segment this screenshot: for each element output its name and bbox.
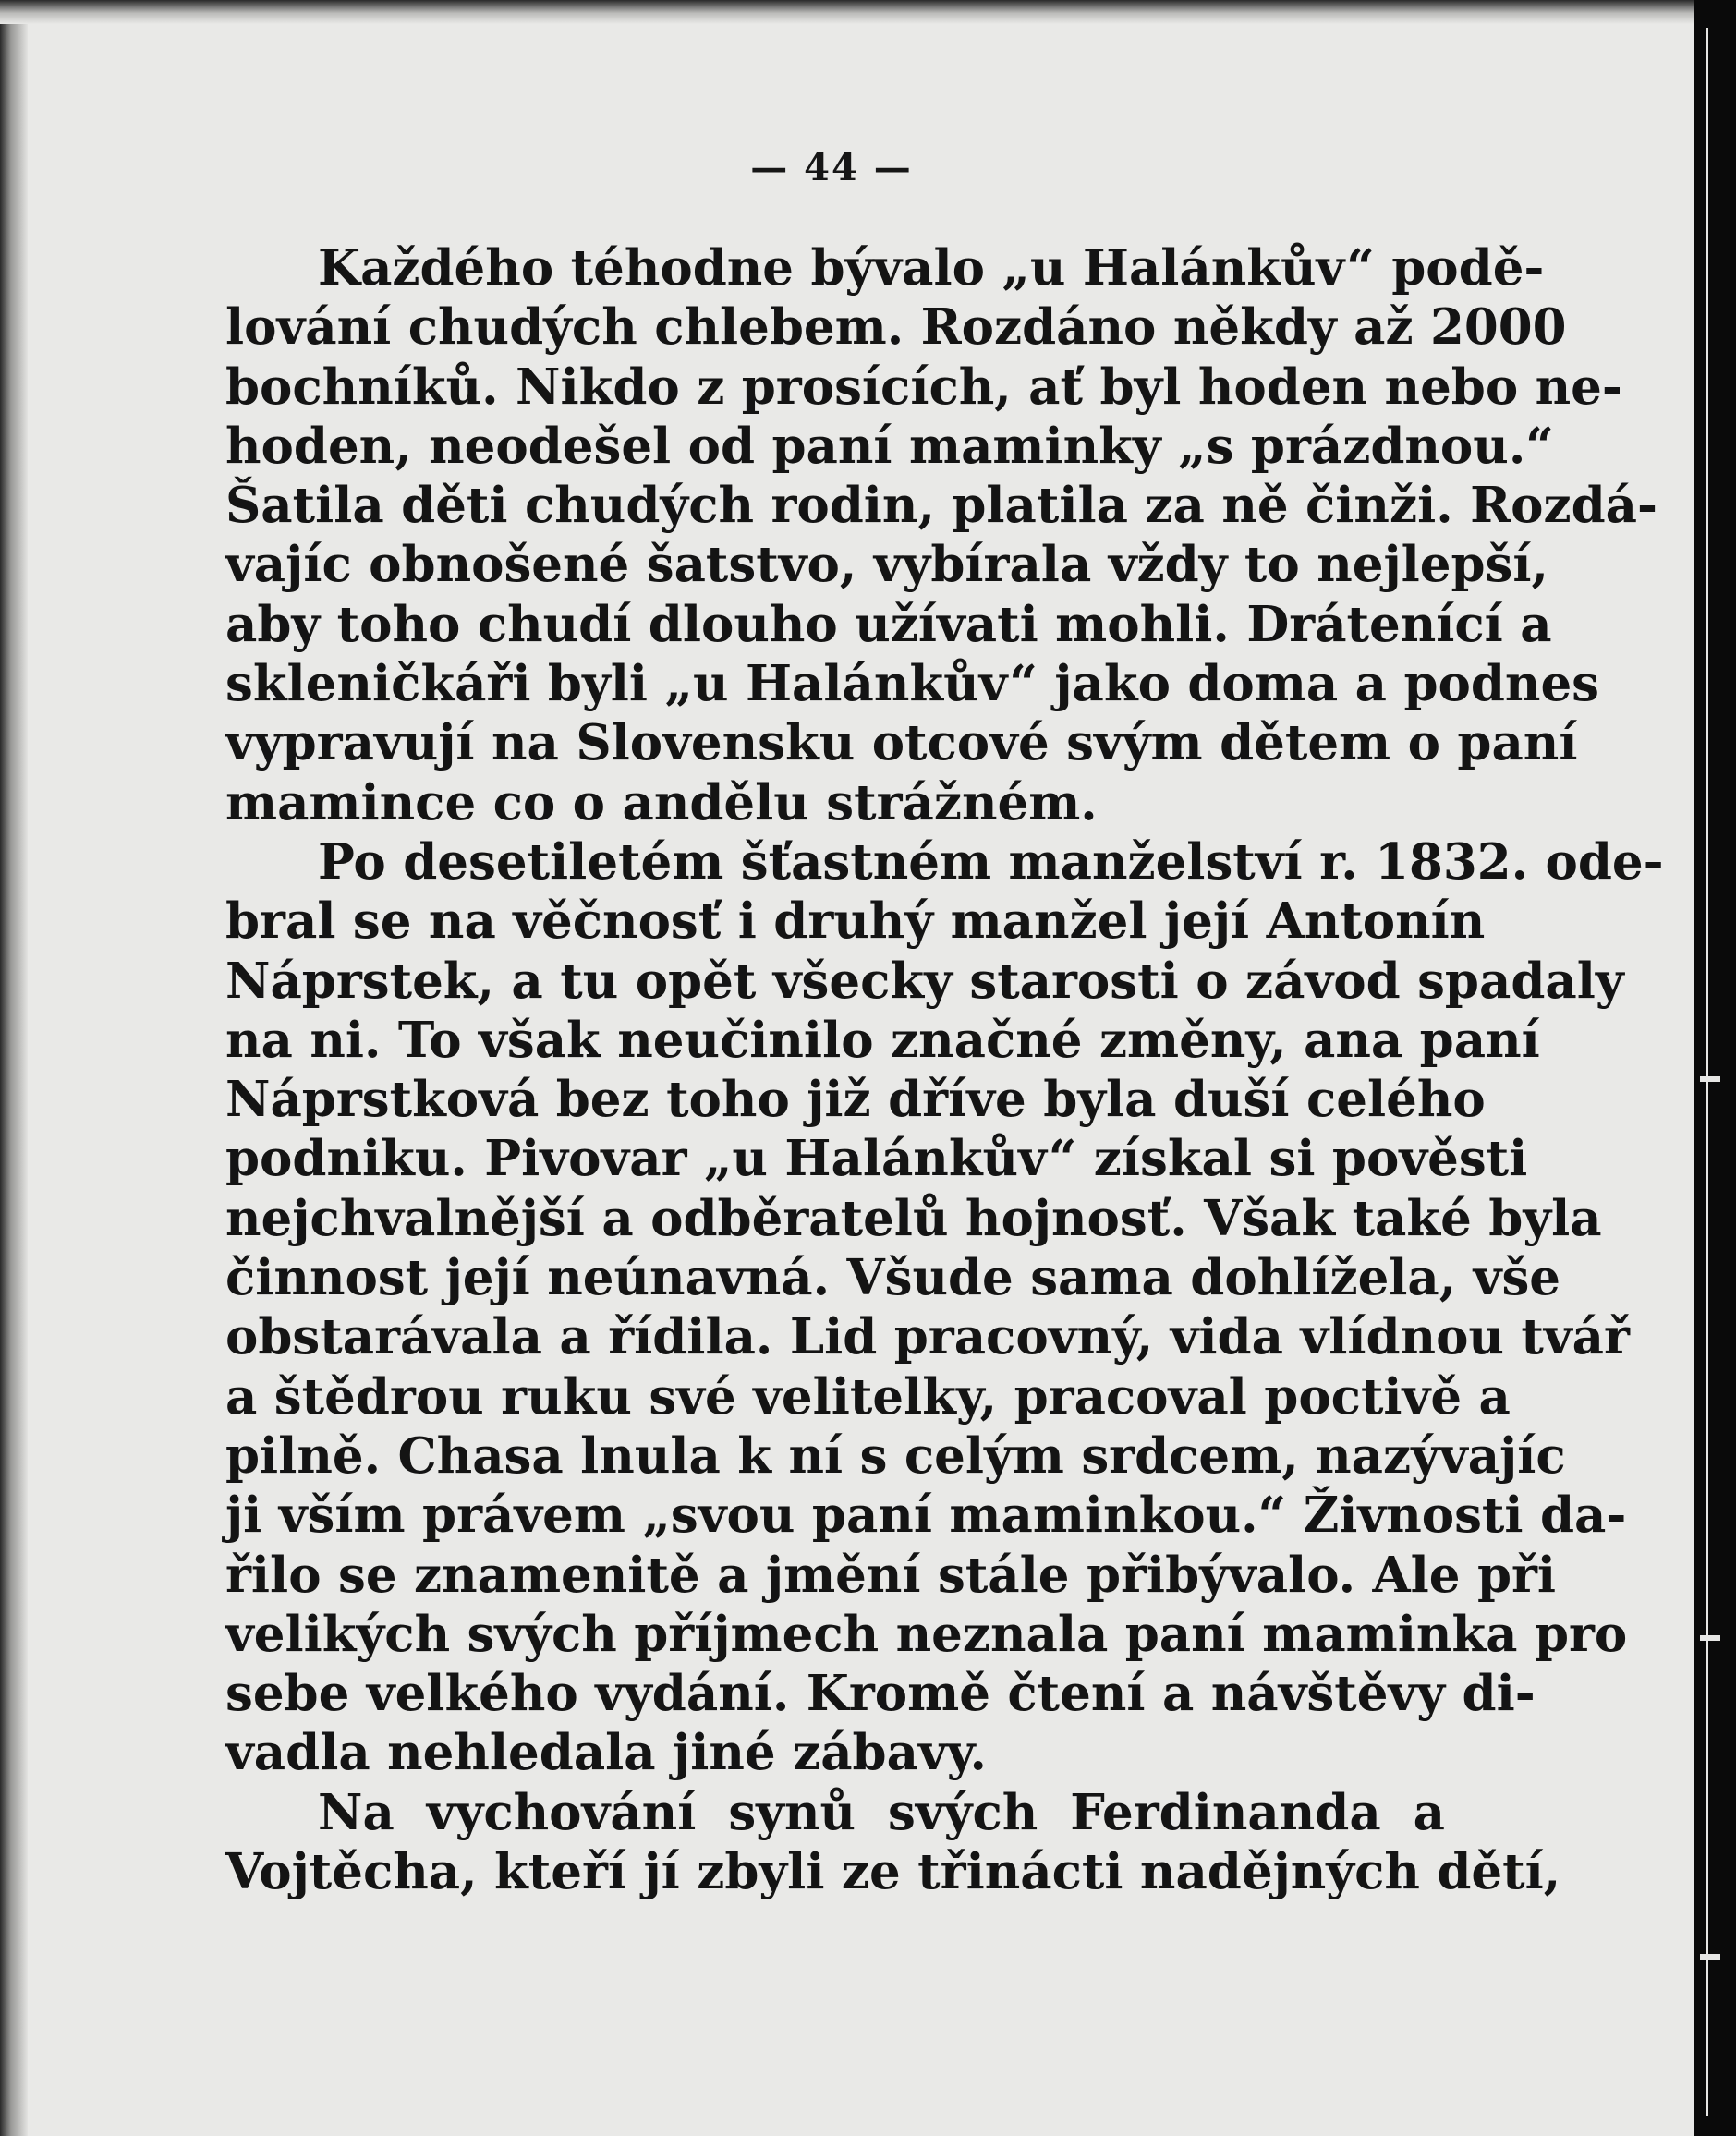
- text-line: hoden, neodešel od paní maminky „s prázdnou.“: [225, 417, 1554, 475]
- text-line: činnost její neúnavná. Všude sama dohlížela, vše: [225, 1249, 1561, 1307]
- page-top-edge-shadow: [0, 0, 1694, 24]
- binding-mark: [1700, 1954, 1720, 1960]
- binding-rule: [1706, 28, 1708, 2116]
- text-line: ji vším právem „svou paní maminkou.“ Živnosti da-: [225, 1487, 1627, 1545]
- text-line: mamince co o andělu strážném.: [225, 773, 1098, 831]
- text-line: bochníků. Nikdo z prosících, ať byl hoden nebo ne-: [225, 358, 1622, 416]
- text-line: vypravují na Slovensku otcové svým dětem o paní: [225, 714, 1578, 772]
- text-line: bral se na věčnosť i druhý manžel její Antonín: [225, 892, 1486, 951]
- text-line: vajíc obnošené šatstvo, vybírala vždy to nejlepší,: [225, 536, 1548, 594]
- text-line: sebe velkého vydání. Kromě čtení a návštěvy di-: [225, 1665, 1536, 1723]
- body-text: [225, 238, 1664, 1901]
- page-left-edge-shadow: [0, 0, 28, 2136]
- text-line: pilně. Chasa lnula k ní s celým srdcem, nazývajíc: [225, 1426, 1566, 1485]
- text-line: obstarávala a řídila. Lid pracovný, vida vlídnou tvář: [225, 1308, 1630, 1366]
- binding-mark: [1700, 1635, 1720, 1641]
- text-line: Náprstek, a tu opět všecky starosti o závod spadaly: [225, 952, 1624, 1010]
- text-line: aby toho chudí dlouho užívati mohli. Drátenící a: [225, 595, 1552, 653]
- text-line: Náprstková bez toho již dříve byla duší celého: [225, 1071, 1486, 1129]
- text-line: na ni. To však neučinilo značné změny, ana paní: [225, 1011, 1540, 1069]
- text-line: Po desetiletém šťastném manželství r. 1832. ode-: [318, 832, 1664, 891]
- text-line: Šatila děti chudých rodin, platila za ně činži. Rozdá-: [225, 477, 1657, 535]
- text-line: vadla nehledala jiné zábavy.: [225, 1724, 987, 1782]
- text-line: Každého téhodne bývalo „u Halánkův“ podě-: [318, 239, 1545, 297]
- text-line: Na vychování synů svých Ferdinanda a: [318, 1783, 1445, 1841]
- text-line: lování chudých chlebem. Rozdáno někdy až 2000: [225, 298, 1567, 357]
- text-line: řilo se znamenitě a jmění stále přibývalo. Ale při: [225, 1546, 1557, 1604]
- text-line: a štědrou ruku své velitelky, pracoval poctivě a: [225, 1367, 1511, 1426]
- text-line: podniku. Pivovar „u Halánkův“ získal si pověsti: [225, 1130, 1528, 1188]
- binding-mark: [1700, 1076, 1720, 1082]
- text-line: Vojtěcha, kteří jí zbyli ze třinácti nadějných dětí,: [225, 1843, 1561, 1901]
- text-line: velikých svých příjmech neznala paní maminka pro: [225, 1605, 1628, 1663]
- text-line: skleničkáři byli „u Halánkův“ jako doma a podnes: [225, 655, 1600, 713]
- text-line: nejchvalnější a odběratelů hojnosť. Však také byla: [225, 1189, 1602, 1247]
- scan-binding-edge: [1694, 0, 1736, 2136]
- page-number: — 44 —: [750, 146, 913, 189]
